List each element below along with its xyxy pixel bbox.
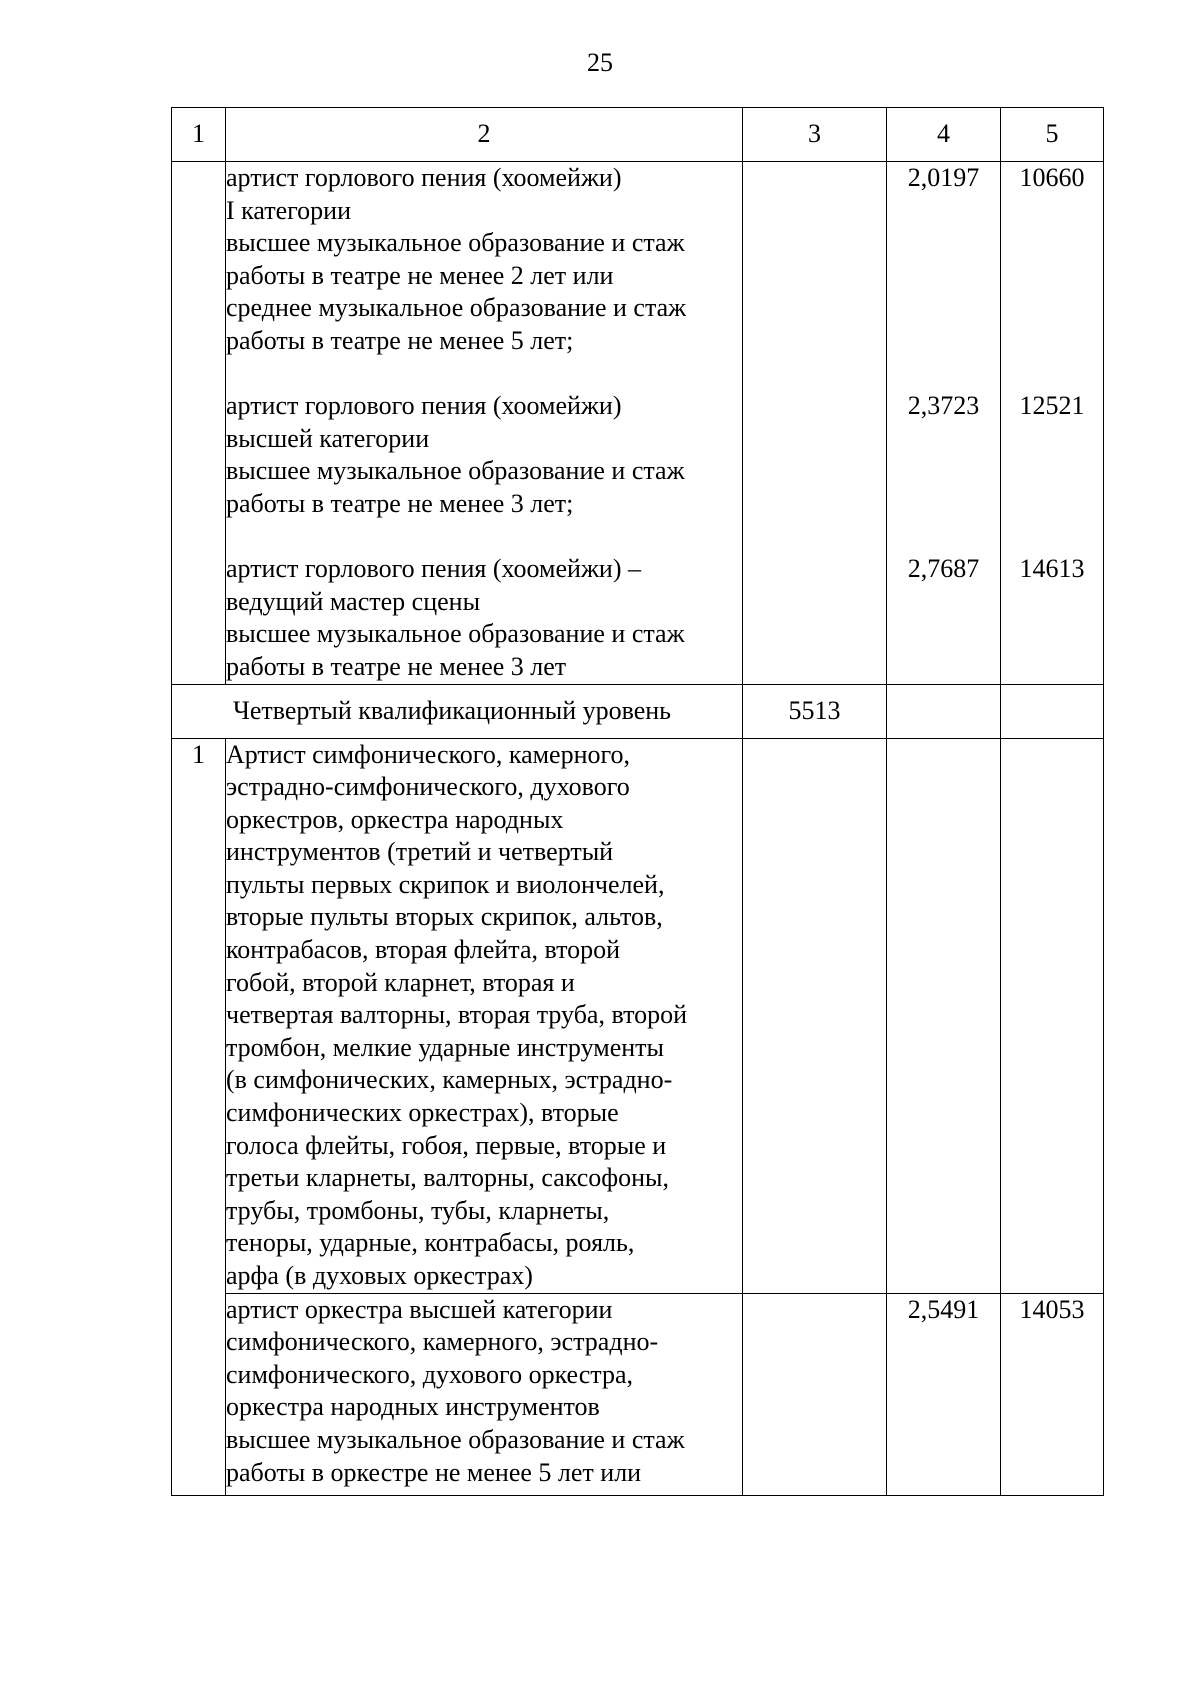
description-line: работы в театре не менее 2 лет или <box>226 260 614 290</box>
row-index: 1 <box>172 738 226 1496</box>
salary-value: 12521 <box>1019 391 1085 421</box>
description-line: арфа (в духовых оркестрах) <box>226 1261 533 1290</box>
position-entry <box>226 553 742 683</box>
description-line: среднее музыкальное образование и стаж <box>226 293 687 323</box>
description-line: четвертая валторны, вторая труба, второй <box>226 1000 688 1030</box>
description-line: I категории <box>226 195 352 225</box>
salary-cell <box>1001 162 1104 685</box>
position-entry <box>226 162 742 358</box>
position-entry <box>226 390 742 520</box>
coefficient-value: 2,7687 <box>907 554 980 584</box>
qualification-level-row <box>172 684 1104 738</box>
description-line: оркестра народных инструментов <box>226 1392 600 1422</box>
header-col-4: 4 <box>887 108 1001 162</box>
description-line: оркестров, оркестра народных <box>226 804 564 834</box>
description-line: артист горлового пения (хоомейжи) <box>226 391 622 421</box>
description-line: работы в оркестре не менее 5 лет или <box>226 1457 642 1487</box>
description-line: тромбон, мелкие ударные инструменты <box>226 1032 664 1062</box>
description-line: эстрадно-симфонического, духового <box>226 772 630 802</box>
salary-cell: 14053 <box>1001 1293 1104 1496</box>
description-line: трубы, тромбоны, тубы, кларнеты, <box>226 1195 610 1225</box>
empty-cell <box>743 738 887 1293</box>
description-line: работы в театре не менее 3 лет; <box>226 488 574 518</box>
salary-value: 14613 <box>1019 554 1085 584</box>
description-line: артист горлового пения (хоомейжи) <box>226 163 622 192</box>
description-line: артист оркестра высшей категории <box>226 1294 613 1324</box>
position-description <box>226 1293 743 1496</box>
table-row-orchestra-highest <box>172 1293 1104 1496</box>
header-col-2: 2 <box>226 108 743 162</box>
description-line: теноры, ударные, контрабасы, рояль, <box>226 1228 635 1258</box>
description-line: высшей категории <box>226 423 430 453</box>
description-line: пульты первых скрипок и виолончелей, <box>226 869 665 899</box>
description-line: высшее музыкальное образование и стаж <box>226 619 685 649</box>
empty-cell <box>887 738 1001 1293</box>
coefficient-cell <box>887 162 1001 685</box>
table-header-row <box>172 108 1104 162</box>
description-line: третьи кларнеты, валторны, саксофоны, <box>226 1163 670 1193</box>
header-col-5: 5 <box>1001 108 1104 162</box>
header-col-1: 1 <box>172 108 226 162</box>
description-line: (в симфонических, камерных, эстрадно- <box>226 1065 673 1095</box>
coefficient-value: 2,3723 <box>907 391 980 421</box>
page-number: 25 <box>587 48 613 77</box>
description-line: Артист симфонического, камерного, <box>226 739 631 769</box>
salary-value: 10660 <box>1019 163 1085 192</box>
description-line: симфонического, камерного, эстрадно- <box>226 1327 659 1357</box>
description-line: ведущий мастер сцены <box>226 586 481 616</box>
empty-cell <box>1001 738 1104 1293</box>
row-index-cell <box>172 162 226 685</box>
position-description <box>226 738 743 1293</box>
description-line: инструментов (третий и четвертый <box>226 837 614 867</box>
description-line: артист горлового пения (хоомейжи) – <box>226 554 641 584</box>
description-line: вторые пульты вторых скрипок, альтов, <box>226 902 663 932</box>
description-line: контрабасов, вторая флейта, второй <box>226 935 621 965</box>
tariff-table <box>171 107 1104 1496</box>
description-line: высшее музыкальное образование и стаж <box>226 456 685 486</box>
coefficient-value: 2,0197 <box>907 163 980 192</box>
position-description <box>226 162 743 685</box>
qualification-level-label: Четвертый квалификационный уровень <box>172 684 743 738</box>
description-line: гобой, второй кларнет, вторая и <box>226 967 575 997</box>
coefficient-cell: 2,5491 <box>887 1293 1001 1496</box>
base-salary-cell <box>743 162 887 685</box>
description-line: работы в театре не менее 5 лет; <box>226 325 574 355</box>
description-line: симфонических оркестрах), вторые <box>226 1098 619 1128</box>
empty-cell <box>1001 684 1104 738</box>
base-salary-cell <box>743 1293 887 1496</box>
description-line: работы в театре не менее 3 лет <box>226 651 567 681</box>
description-line: высшее музыкальное образование и стаж <box>226 228 685 258</box>
empty-cell <box>887 684 1001 738</box>
qualification-level-base: 5513 <box>743 684 887 738</box>
description-line: голоса флейты, гобоя, первые, вторые и <box>226 1130 667 1160</box>
header-col-3: 3 <box>743 108 887 162</box>
table-row-orchestra-artist <box>172 738 1104 1293</box>
table-row-throat-singing <box>172 162 1104 685</box>
description-line: симфонического, духового оркестра, <box>226 1359 633 1389</box>
description-line: высшее музыкальное образование и стаж <box>226 1424 685 1454</box>
